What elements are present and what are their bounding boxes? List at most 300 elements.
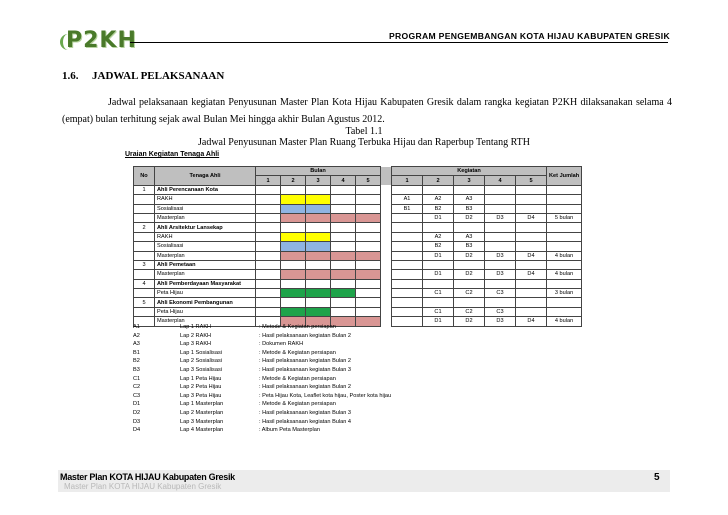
bulan-cell [356,204,381,213]
kegiatan-cell [454,223,485,232]
header-rule [130,42,668,43]
kegiatan-cell [392,185,423,194]
kegiatan-cell [392,289,423,298]
kegiatan-cell [423,185,454,194]
bulan-cell [256,242,281,251]
legend-item [133,323,391,332]
bulan-cell [306,279,331,288]
legend-item [133,332,391,341]
kegiatan-cell: D4 [516,251,547,260]
bulan-cell [256,232,281,241]
ket-jumlah-cell [547,223,582,232]
gap-cell [381,289,392,298]
kegiatan-cell [454,298,485,307]
gap-cell [381,270,392,279]
bulan-bar-cell [281,242,306,251]
activity-name: Sosialisasi [155,242,256,251]
row-number [134,213,155,222]
bulan-bar-cell [331,213,356,222]
kegiatan-cell: C2 [454,307,485,316]
kegiatan-cell [392,260,423,269]
kegiatan-cell: D4 [516,270,547,279]
bulan-cell [306,260,331,269]
ket-jumlah-cell [547,185,582,194]
kegiatan-cell [485,298,516,307]
row-number [134,270,155,279]
legend-name: Lap 2 Peta Hijau [180,384,222,391]
kegiatan-cell: D1 [423,213,454,222]
table-row [134,195,582,204]
bulan-cell [256,185,281,194]
bulan-cell [356,260,381,269]
bulan-cell [331,204,356,213]
kegiatan-cell: D2 [454,251,485,260]
ket-jumlah-cell: 4 bulan [547,251,582,260]
legend-item [133,349,391,358]
ket-jumlah-cell: 4 bulan [547,270,582,279]
legend-name: Lap 3 Masterplan [180,418,224,425]
kegiatan-cell [392,251,423,260]
bulan-cell [256,307,281,316]
header-no: No [134,167,155,186]
header-bulan-1: 1 [256,176,281,185]
bulan-cell [356,185,381,194]
bulan-bar-cell [281,270,306,279]
bulan-cell [306,298,331,307]
gap-cell [381,232,392,241]
kegiatan-cell [516,298,547,307]
legend-code: A3 [133,341,140,348]
activity-name: Sosialisasi [155,204,256,213]
kegiatan-cell: A3 [454,232,485,241]
header-kegiatan: Kegiatan [392,167,547,176]
legend-item [133,409,391,418]
table-row [134,232,582,241]
kegiatan-cell [392,279,423,288]
kegiatan-cell: D1 [423,251,454,260]
gap-cell [381,213,392,222]
kegiatan-cell [516,185,547,194]
kegiatan-cell [516,307,547,316]
header-bulan-2: 2 [281,176,306,185]
group-row [134,223,582,232]
kegiatan-cell [454,279,485,288]
table-number: Tabel 1.1 [345,126,383,137]
page-number: 5 [654,472,660,483]
bulan-bar-cell [281,195,306,204]
legend-code: C2 [133,384,141,391]
legend-item [133,400,391,409]
gap-cell [381,298,392,307]
kegiatan-cell: D3 [485,213,516,222]
gap-cell [381,223,392,232]
table-row [134,289,582,298]
legend-description: : Metode & Kegiatan persiapan [259,401,336,408]
bulan-cell [331,307,356,316]
legend-item [133,366,391,375]
group-row [134,185,582,194]
schedule-subtitle: Uraian Kegiatan Tenaga Ahli [125,151,220,158]
kegiatan-cell [454,185,485,194]
activity-name: Masterplan [155,270,256,279]
kegiatan-cell: A1 [392,195,423,204]
kegiatan-cell: D1 [423,270,454,279]
legend-code: D3 [133,418,141,425]
legend-code: A1 [133,324,140,330]
kegiatan-cell [485,195,516,204]
table-row [134,307,582,316]
row-number [134,307,155,316]
bulan-bar-cell [281,232,306,241]
row-number: 3 [134,260,155,269]
kegiatan-cell [392,232,423,241]
bulan-bar-cell [281,289,306,298]
legend-name: Lap 2 Sosialisasi [180,358,222,365]
ket-jumlah-cell: 3 bulan [547,289,582,298]
gap-cell [381,185,392,194]
activity-name: Peta Hijau [155,307,256,316]
ket-jumlah-cell [547,242,582,251]
bulan-cell [256,279,281,288]
bulan-cell [256,213,281,222]
legend-name: Lap 4 Masterplan [180,427,224,434]
table-caption: Jadwal Penyusunan Master Plan Ruang Terbuka Hijau dan Raperbup Tentang RTH [197,137,530,148]
bulan-cell [256,251,281,260]
kegiatan-cell: D2 [454,213,485,222]
legend-name: Lap 3 Sosialisasi [180,366,222,373]
row-number [134,242,155,251]
bulan-cell [356,223,381,232]
row-number [134,195,155,204]
section-paragraph: Jadwal pelaksanaan kegiatan Penyusunan Master Plan Kota Hijau Kabupaten Gresik dalam rangka kegiatan P2KH dilaksanakan selama 4 (empat) bulan terhitung sejak awal Bulan Mei hingga akhir Bulan Agustus 2012. [62,97,672,125]
header-bulan-5: 5 [356,176,381,185]
bulan-bar-cell [306,270,331,279]
legend-item [133,426,391,435]
header-kegiatan-4: 4 [485,176,516,185]
legend-name: Lap 1 Peta Hijau [180,375,222,382]
p2kh-logo [60,26,137,54]
footer-ghost-title: Master Plan KOTA HIJAU Kabupaten Gresik [64,482,222,491]
legend-description: : Hasil pelaksanaan kegiatan Bulan 2 [259,384,352,391]
table-row [134,242,582,251]
legend-description: : Hasil pelaksanaan kegiatan Bulan 3 [259,366,352,373]
bulan-bar-cell [281,251,306,260]
bulan-cell [356,242,381,251]
kegiatan-cell: B2 [423,204,454,213]
schedule-body [134,185,582,326]
activity-name: Peta Hijau [155,289,256,298]
row-number [134,204,155,213]
group-row [134,279,582,288]
kegiatan-cell: D3 [485,270,516,279]
kegiatan-cell: B3 [454,204,485,213]
ket-jumlah-cell: 5 bulan [547,213,582,222]
kegiatan-cell: C3 [485,307,516,316]
expert-name: Ahli Ekonomi Pembangunan [155,298,256,307]
bulan-cell [281,185,306,194]
kegiatan-cell: D4 [516,213,547,222]
legend-code: D4 [133,427,141,434]
kegiatan-cell: C1 [423,289,454,298]
legend-item [133,375,391,384]
kegiatan-cell: A2 [423,195,454,204]
legend-code: B2 [133,358,140,365]
bulan-cell [331,298,356,307]
gap-cell [381,307,392,316]
legend-description: : Metode & Kegiatan persiapan [259,349,336,356]
kegiatan-cell [516,289,547,298]
ket-jumlah-cell [547,298,582,307]
bulan-cell [281,223,306,232]
legend-description: : Metode & Kegiatan persiapan [259,324,336,330]
bulan-cell [331,195,356,204]
bulan-bar-cell [331,251,356,260]
ket-jumlah-cell [547,195,582,204]
header-kegiatan-5: 5 [516,176,547,185]
kegiatan-cell [392,270,423,279]
legend-code: B1 [133,349,140,356]
bulan-bar-cell [356,213,381,222]
gap-cell [381,251,392,260]
ket-jumlah-cell [547,260,582,269]
kegiatan-cell: A2 [423,232,454,241]
kegiatan-cell [516,232,547,241]
kegiatan-cell: C2 [454,289,485,298]
bulan-cell [256,289,281,298]
kegiatan-cell: B1 [392,204,423,213]
header-bulan: Bulan [256,167,381,176]
kegiatan-cell [516,195,547,204]
bulan-cell [331,223,356,232]
legend-code: C3 [133,392,141,399]
bulan-bar-cell [306,251,331,260]
kegiatan-cell: D3 [485,317,516,326]
kegiatan-cell [392,317,423,326]
row-number: 2 [134,223,155,232]
bulan-bar-cell [306,213,331,222]
ket-jumlah-cell [547,204,582,213]
kegiatan-cell: D2 [454,270,485,279]
kegiatan-cell [423,298,454,307]
bulan-bar-cell [281,307,306,316]
row-number [134,232,155,241]
kegiatan-cell: D2 [454,317,485,326]
kegiatan-cell: C3 [485,289,516,298]
legend-name: Lap 1 RAKH [180,324,212,330]
row-number: 4 [134,279,155,288]
expert-name: Ahli Pemberdayaan Masyarakat [155,279,256,288]
section-title: JADWAL PELAKSANAAN [92,70,225,82]
legend-name: Lap 1 Masterplan [180,401,224,408]
kegiatan-cell: B3 [454,242,485,251]
table-row [134,251,582,260]
kegiatan-cell: C1 [423,307,454,316]
legend-description: : Album Peta Masterplan [259,427,320,434]
legend-description: : Peta Hijau Kota, Leaflet kota hijau, Poster kota hijau [259,392,392,399]
legend-code: D2 [133,409,141,416]
kegiatan-cell [423,223,454,232]
kegiatan-cell [485,242,516,251]
bulan-bar-cell [331,289,356,298]
legend-item [133,418,391,427]
activity-name: RAKH [155,232,256,241]
legend-item [133,357,391,366]
bulan-bar-cell [306,204,331,213]
bulan-cell [356,279,381,288]
kegiatan-cell [516,260,547,269]
gap-cell [381,242,392,251]
kegiatan-cell [454,260,485,269]
kegiatan-cell [516,279,547,288]
expert-name: Ahli Pemetaan [155,260,256,269]
gap-cell [381,195,392,204]
header-bulan-3: 3 [306,176,331,185]
legend-code: A2 [133,332,140,339]
header-tenaga-ahli: Tenaga Ahli [155,167,256,186]
kegiatan-cell [392,307,423,316]
table-row [134,270,582,279]
activity-name: Masterplan [155,317,256,326]
kegiatan-cell [485,223,516,232]
bulan-cell [281,279,306,288]
kegiatan-cell [485,279,516,288]
kegiatan-cell: D3 [485,251,516,260]
bulan-bar-cell [306,232,331,241]
bulan-bar-cell [281,204,306,213]
bulan-bar-cell [306,195,331,204]
bulan-cell [281,260,306,269]
row-number [134,251,155,260]
gap-cell [381,260,392,269]
bulan-cell [331,279,356,288]
schedule-table [133,166,582,327]
legend-name: Lap 2 RAKH [180,332,212,339]
bulan-cell [331,260,356,269]
kegiatan-cell [485,232,516,241]
gap-cell [381,204,392,213]
activity-name: RAKH [155,195,256,204]
expert-name: Ahli Perencanaan Kota [155,185,256,194]
header-gap [381,167,392,186]
kegiatan-cell: D1 [423,317,454,326]
kegiatan-cell [392,223,423,232]
kegiatan-cell [392,213,423,222]
ket-jumlah-cell [547,307,582,316]
kegiatan-cell [392,298,423,307]
bulan-bar-cell [331,270,356,279]
table-row [134,213,582,222]
legend-description: : Hasil pelaksanaan kegiatan Bulan 2 [259,358,352,365]
bulan-bar-cell [306,307,331,316]
ket-jumlah-cell [547,232,582,241]
legend-name: Lap 1 Sosialisasi [180,349,222,356]
legend-item [133,392,391,401]
legend-code: B3 [133,366,140,373]
bulan-bar-cell [356,270,381,279]
bulan-cell [331,185,356,194]
legend-name: Lap 3 RAKH [180,341,212,348]
legend-description: : Hasil pelaksanaan kegiatan Bulan 4 [259,418,352,425]
row-number [134,289,155,298]
legend-description: : Metode & Kegiatan persiapan [259,375,336,382]
kegiatan-cell [485,204,516,213]
row-number: 1 [134,185,155,194]
bulan-cell [331,232,356,241]
header-kegiatan-1: 1 [392,176,423,185]
group-row [134,298,582,307]
bulan-cell [356,298,381,307]
logo-text: P2KH [66,28,137,53]
gap-cell [381,279,392,288]
row-number: 5 [134,298,155,307]
kegiatan-cell: B2 [423,242,454,251]
header-ket-jumlah: Ket Jumlah [547,167,582,186]
kegiatan-cell [485,185,516,194]
legend-name: Lap 2 Masterplan [180,409,224,416]
bulan-bar-cell [281,213,306,222]
expert-name: Ahli Arsitektur Lansekap [155,223,256,232]
group-row [134,260,582,269]
activity-name: Masterplan [155,251,256,260]
kegiatan-cell [516,223,547,232]
legend [133,323,391,435]
bulan-bar-cell [306,289,331,298]
legend-description: : Dokumen RAKH [259,341,304,348]
table-row [134,204,582,213]
footer-title: Master Plan KOTA HIJAU Kabupaten Gresik [60,472,235,482]
kegiatan-cell: D4 [516,317,547,326]
bulan-cell [356,289,381,298]
ket-jumlah-cell [547,279,582,288]
bulan-cell [306,223,331,232]
legend-name: Lap 3 Peta Hijau [180,392,222,399]
header-kegiatan-3: 3 [454,176,485,185]
activity-name: Masterplan [155,213,256,222]
bulan-cell [331,242,356,251]
legend-description: : Hasil pelaksanaan kegiatan Bulan 2 [259,332,352,339]
bulan-cell [256,260,281,269]
header-kegiatan-2: 2 [423,176,454,185]
bulan-cell [306,185,331,194]
bulan-cell [256,195,281,204]
bulan-bar-cell [306,242,331,251]
kegiatan-cell [392,242,423,251]
kegiatan-cell: A3 [454,195,485,204]
bulan-cell [356,307,381,316]
bulan-cell [356,232,381,241]
kegiatan-cell [516,242,547,251]
kegiatan-cell [423,279,454,288]
kegiatan-cell [516,204,547,213]
bulan-cell [256,204,281,213]
kegiatan-cell [423,260,454,269]
legend-code: D1 [133,401,141,408]
legend-item [133,383,391,392]
program-title: PROGRAM PENGEMBANGAN KOTA HIJAU KABUPATEN GRESIK [389,31,670,41]
ket-jumlah-cell: 4 bulan [547,317,582,326]
section-number: 1.6. [62,70,79,82]
bulan-cell [356,195,381,204]
header-bulan-4: 4 [331,176,356,185]
legend-item [133,340,391,349]
bulan-cell [281,298,306,307]
legend-description: : Hasil pelaksanaan kegiatan Bulan 3 [259,409,352,416]
kegiatan-cell [485,260,516,269]
bulan-cell [256,270,281,279]
legend-code: C1 [133,375,141,382]
bulan-cell [256,298,281,307]
bulan-bar-cell [356,251,381,260]
